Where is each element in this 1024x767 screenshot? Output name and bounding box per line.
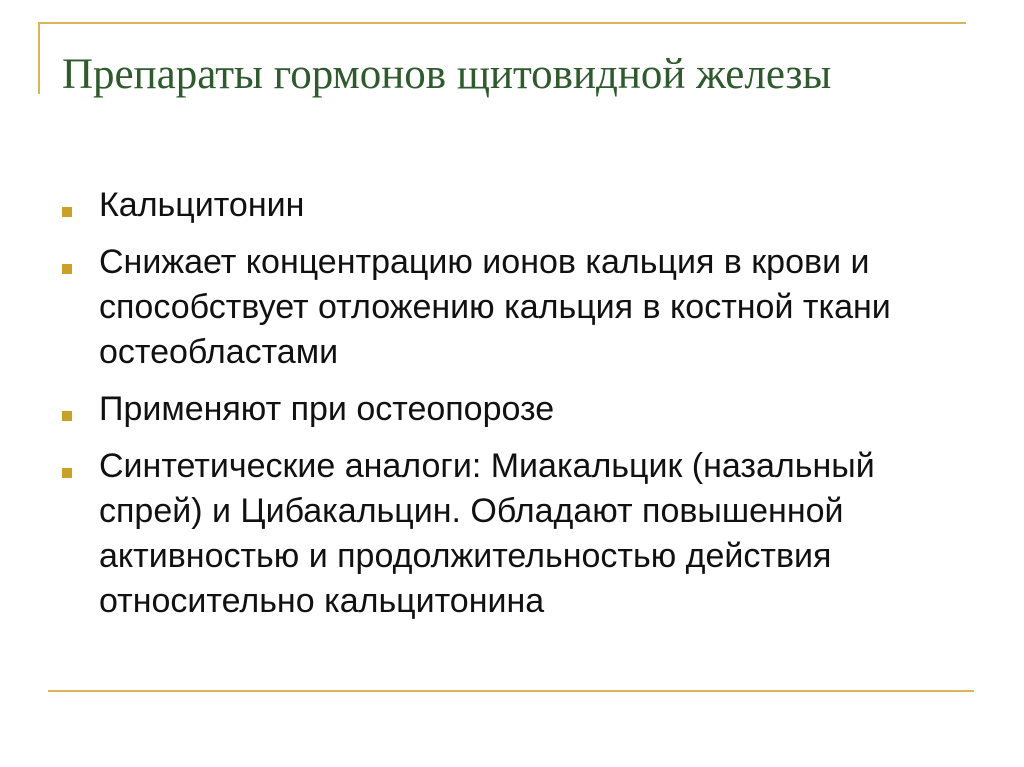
square-bullet-icon <box>62 468 72 478</box>
bullet-text: Снижает концентрацию ионов кальция в крови и способствует отложению кальция в костной ткани остеобластами <box>99 243 891 371</box>
left-rule <box>38 22 40 94</box>
square-bullet-icon <box>62 207 72 217</box>
bullet-text: Кальцитонин <box>99 186 305 224</box>
bullet-text: Применяют при остеопорозе <box>99 390 555 428</box>
bullet-text: Синтетические аналоги: Миакальцик (назальный спрей) и Цибакальцин. Обладают повышенной активностью и продолжительностью действия относительно кальцитонина <box>99 447 875 620</box>
bullet-list <box>62 183 962 636</box>
square-bullet-icon <box>62 264 72 274</box>
bullet-item <box>62 240 962 375</box>
bullet-item <box>62 444 962 624</box>
top-rule <box>38 22 966 24</box>
square-bullet-icon <box>62 411 72 421</box>
bullet-item <box>62 183 962 228</box>
slide-title: Препараты гормонов щитовидной железы <box>62 51 832 98</box>
bullet-item <box>62 387 962 432</box>
bottom-rule <box>48 690 974 692</box>
